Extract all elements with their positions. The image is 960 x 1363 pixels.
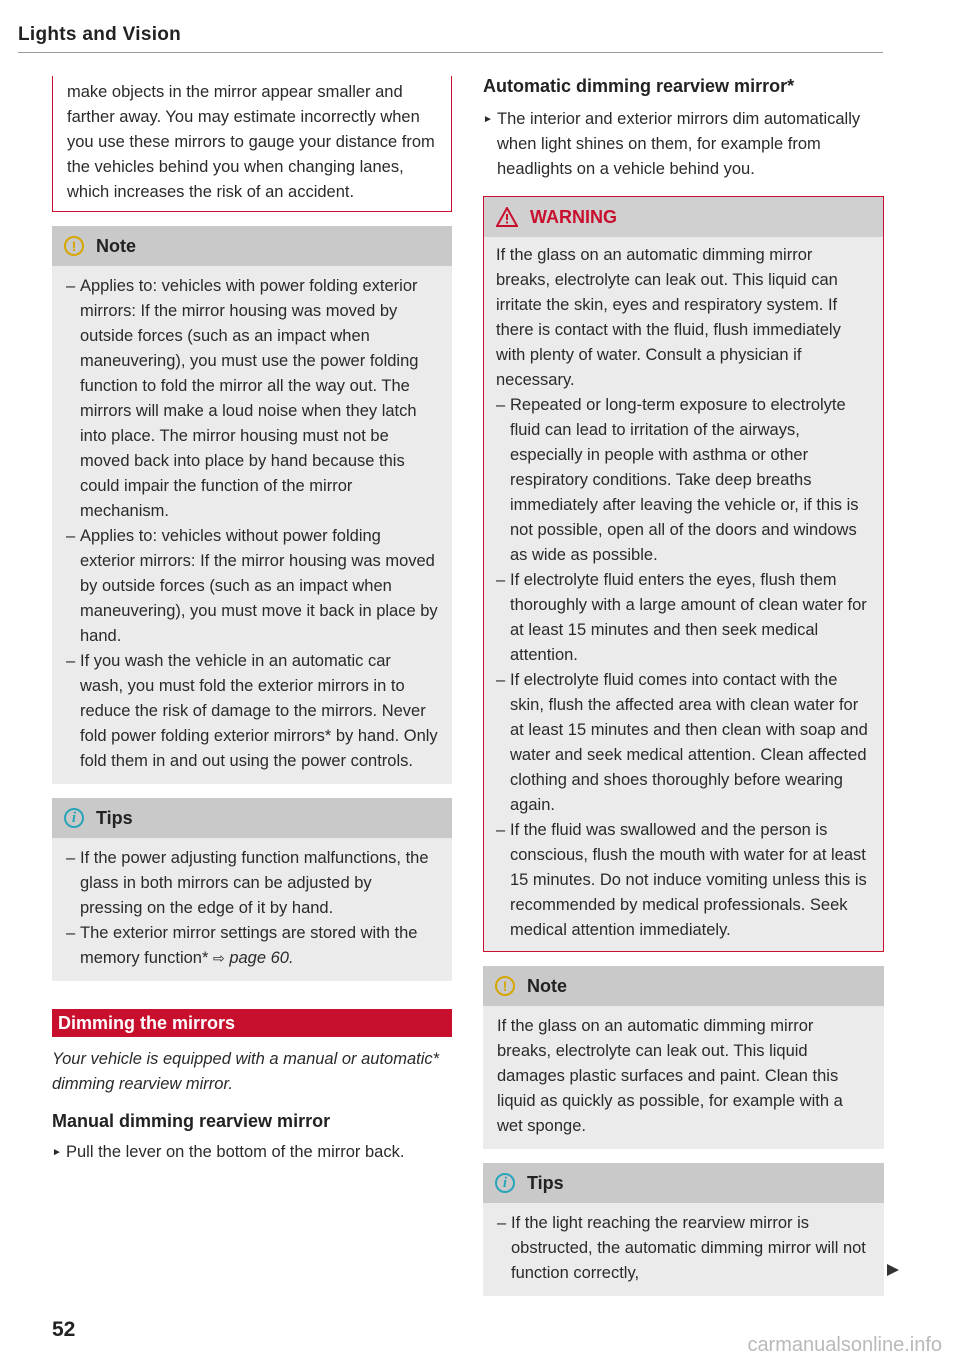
list-item: – If electrolyte fluid comes into contact with the skin, flush the affected area with clean water for at least 15 minutes and then clean with soap and water and seek medical attention. Clean affected clothing and shoes thoroughly before wearing again. <box>496 668 871 818</box>
warning-box-header <box>484 197 883 237</box>
note-title: Note <box>96 235 136 256</box>
warning-triangle-icon <box>496 207 518 227</box>
exclamation-circle-icon: ! <box>495 976 515 996</box>
note-box-header <box>483 966 884 1006</box>
exclamation-circle-icon: ! <box>64 236 84 256</box>
note-text: If the glass on an automatic dimming mirror breaks, electrolyte can leak out. This liquid damages plastic surfaces and paint. Clean this liquid as quickly as possible, for example with a wet sponge. <box>497 1017 843 1135</box>
tips-box <box>52 798 452 981</box>
manual-dimming-heading: Manual dimming rearview mirror <box>52 1111 331 1131</box>
list-item: – Repeated or long-term exposure to electrolyte fluid can lead to irritation of the airways, especially in people with asthma or other respiratory conditions. Take deep breaths immediately after leaving the vehicle or, if this is not possible, open all of the doors and windows as wide as possible. <box>496 393 871 568</box>
tips-box-header <box>483 1163 884 1203</box>
list-item: – If the power adjusting function malfunctions, the glass in both mirrors can be adjusted by pressing on the edge of it by hand. <box>66 846 438 921</box>
list-item <box>66 921 438 971</box>
list-item: – Applies to: vehicles without power folding exterior mirrors: If the mirror housing was moved by outside forces (such as an impact when maneuvering), you must move it back in place by hand. <box>66 524 438 649</box>
manual-dimming-step: ► Pull the lever on the bottom of the mirror back. <box>52 1140 452 1165</box>
tip-text: The exterior mirror settings are stored with the memory function* <box>80 924 418 967</box>
page-number: 52 <box>52 1318 76 1341</box>
page-reference-link[interactable]: page 60. <box>229 949 294 967</box>
right-column <box>483 76 884 1296</box>
warning-title: WARNING <box>530 206 617 227</box>
section-title: Dimming the mirrors <box>58 1012 236 1033</box>
page-header <box>18 24 883 53</box>
info-circle-icon: i <box>64 808 84 828</box>
left-column <box>52 76 452 1165</box>
tips-box-right <box>483 1163 884 1296</box>
tips-title: Tips <box>527 1172 564 1193</box>
warning-intro: If the glass on an automatic dimming mirror breaks, electrolyte can leak out. This liquid can irritate the skin, eyes and respiratory system. If there is contact with the fluid, flush immediately with plenty of water. Consult a physician if necessary. <box>496 246 841 389</box>
tips-box-header <box>52 798 452 838</box>
note-box <box>52 226 452 784</box>
list-item: – If electrolyte fluid enters the eyes, flush them thoroughly with a large amount of clean water for at least 15 minutes and then seek medical attention. <box>496 568 871 668</box>
note-box-body <box>483 1006 884 1149</box>
note-title: Note <box>527 975 567 996</box>
note-box-header <box>52 226 452 266</box>
warning-continuation <box>52 76 452 212</box>
list-item: – Applies to: vehicles with power folding exterior mirrors: If the mirror housing was moved by outside forces (such as an impact when maneuvering), you must use the power folding function to fold the mirror all the way out. The mirrors will make a loud noise when they latch into place. The mirror housing must not be moved back into place by hand because this could impair the function of the mirror mechanism. <box>66 274 438 524</box>
chapter-title: Lights and Vision <box>18 24 182 45</box>
section-intro: Your vehicle is equipped with a manual or automatic* dimming rearview mirror. <box>52 1050 440 1093</box>
warning-box-body <box>484 237 883 951</box>
page-ref-arrow-icon: ⇨ <box>212 950 225 966</box>
watermark: carmanualsonline.info <box>747 1334 942 1356</box>
auto-dimming-heading: Automatic dimming rearview mirror* <box>483 76 795 96</box>
note-box-body <box>52 266 452 784</box>
warning-box <box>483 196 884 952</box>
list-item: – If you wash the vehicle in an automatic car wash, you must fold the exterior mirrors in to reduce the risk of damage to the mirrors. Never fold power folding exterior mirrors* by hand. Only fold them in and out using the power controls. <box>66 649 438 774</box>
auto-dimming-step: ► The interior and exterior mirrors dim automatically when light shines on them, for example from headlights on a vehicle behind you. <box>483 107 884 182</box>
tips-title: Tips <box>96 807 133 828</box>
continue-arrow-icon <box>886 1263 900 1277</box>
list-item: – If the fluid was swallowed and the person is conscious, flush the mouth with water for at least 15 minutes. Do not induce vomiting unless this is recommended by medical professionals. Seek medical attention immediately. <box>496 818 871 943</box>
list-item: – If the light reaching the rearview mirror is obstructed, the automatic dimming mirror will not function correctly, <box>497 1211 870 1286</box>
note-box-right <box>483 966 884 1149</box>
tips-box-body <box>52 838 452 981</box>
section-title-bar <box>52 1009 452 1037</box>
tips-box-body <box>483 1203 884 1296</box>
warning-continuation-text: make objects in the mirror appear smaller and farther away. You may estimate incorrectly when you use these mirrors to gauge your distance from the vehicles behind you when changing lanes, which increases the risk of an accident. <box>67 83 435 201</box>
info-circle-icon: i <box>495 1173 515 1193</box>
